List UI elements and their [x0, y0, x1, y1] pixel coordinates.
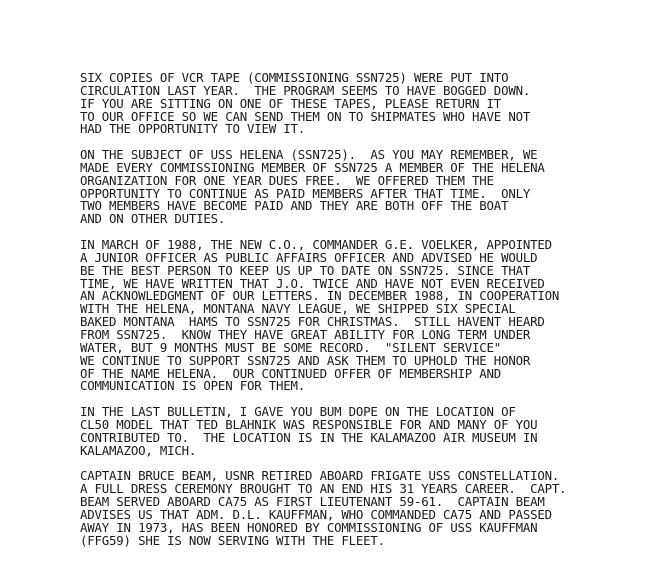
text-line: OF THE NAME HELENA. OUR CONTINUED OFFER OF MEMBERSHIP AND [80, 365, 502, 381]
text-line: AN ACKNOWLEDGMENT OF OUR LETTERS. IN DECEMBER 1988, IN COOPERATION [80, 288, 560, 304]
text-line: AWAY IN 1973, HAS BEEN HONORED BY COMMISSIONING OF USS KAUFFMAN [80, 519, 538, 535]
paragraph-march-1988 [80, 239, 660, 393]
text-line: TIME, WE HAVE WRITTEN THAT J.O. TWICE AND HAVE NOT EVEN RECEIVED [80, 275, 545, 291]
text-line: BAKED MONTANA HAMS TO SSN725 FOR CHRISTMAS. STILL HAVENT HEARD [80, 314, 545, 330]
text-line: CL50 MODEL THAT TED BLAHNIK WAS RESPONSIBLE FOR AND MANY OF YOU [80, 416, 538, 432]
document-body [80, 72, 660, 560]
text-line: CIRCULATION LAST YEAR. THE PROGRAM SEEMS TO HAVE BOGGED DOWN. [80, 82, 531, 98]
paragraph-captain-beam [80, 470, 660, 547]
text-line: IF YOU ARE SITTING ON ONE OF THESE TAPES, PLEASE RETURN IT [80, 95, 502, 111]
text-line: IN THE LAST BULLETIN, I GAVE YOU BUM DOPE ON THE LOCATION OF [80, 404, 516, 420]
paragraph-vcr-tapes [80, 72, 660, 136]
text-line: OPPORTUNITY TO CONTINUE AS PAID MEMBERS AFTER THAT TIME. ONLY [80, 185, 531, 201]
text-line: COMMUNICATION IS OPEN FOR THEM. [80, 378, 306, 394]
text-line: WE CONTINUE TO SUPPORT SSN725 AND ASK THEM TO UPHOLD THE HONOR [80, 352, 531, 368]
text-line: A FULL DRESS CEREMONY BROUGHT TO AN END HIS 31 YEARS CAREER. CAPT. [80, 481, 567, 497]
text-line: TO OUR OFFICE SO WE CAN SEND THEM ON TO SHIPMATES WHO HAVE NOT [80, 108, 531, 124]
text-line: WITH THE HELENA, MONTANA NAVY LEAGUE, WE SHIPPED SIX SPECIAL [80, 301, 516, 317]
text-line: SIX COPIES OF VCR TAPE (COMMISSIONING SSN725) WERE PUT INTO [80, 70, 509, 85]
text-line: WATER, BUT 9 MONTHS MUST BE SOME RECORD. "SILENT SERVICE" [80, 339, 502, 355]
text-line: CONTRIBUTED TO. THE LOCATION IS IN THE KALAMAZOO AIR MUSEUM IN [80, 429, 538, 445]
text-line: IN MARCH OF 1988, THE NEW C.O., COMMANDER G.E. VOELKER, APPOINTED [80, 237, 552, 253]
text-line: ADVISES US THAT ADM. D.L. KAUFFMAN, WHO COMMANDED CA75 AND PASSED [80, 506, 552, 522]
text-line: (FFG59) SHE IS NOW SERVING WITH THE FLEET. [80, 532, 385, 548]
text-line: AND ON OTHER DUTIES. [80, 211, 226, 227]
text-line: BEAM SERVED ABOARD CA75 AS FIRST LIEUTENANT 59-61. CAPTAIN BEAM [80, 494, 545, 510]
text-line: BE THE BEST PERSON TO KEEP US UP TO DATE ON SSN725. SINCE THAT [80, 262, 531, 278]
paragraph-last-bulletin [80, 406, 660, 457]
text-line: KALAMAZOO, MICH. [80, 442, 197, 458]
text-line: FROM SSN725. KNOW THEY HAVE GREAT ABILITY FOR LONG TERM UNDER [80, 326, 531, 342]
text-line: HAD THE OPPORTUNITY TO VIEW IT. [80, 121, 306, 137]
text-line: CAPTAIN BRUCE BEAM, USNR RETIRED ABOARD FRIGATE USS CONSTELLATION. [80, 468, 560, 484]
paragraph-uss-helena [80, 149, 660, 226]
text-line: ON THE SUBJECT OF USS HELENA (SSN725). AS YOU MAY REMEMBER, WE [80, 147, 538, 163]
text-line: A JUNIOR OFFICER AS PUBLIC AFFAIRS OFFICER AND ADVISED HE WOULD [80, 249, 538, 265]
text-line: MADE EVERY COMMISSIONING MEMBER OF SSN725 A MEMBER OF THE HELENA [80, 159, 545, 175]
text-line: ORGANIZATION FOR ONE YEAR DUES FREE. WE OFFERED THEM THE [80, 172, 494, 188]
text-line: TWO MEMBERS HAVE BECOME PAID AND THEY ARE BOTH OFF THE BOAT [80, 198, 509, 214]
